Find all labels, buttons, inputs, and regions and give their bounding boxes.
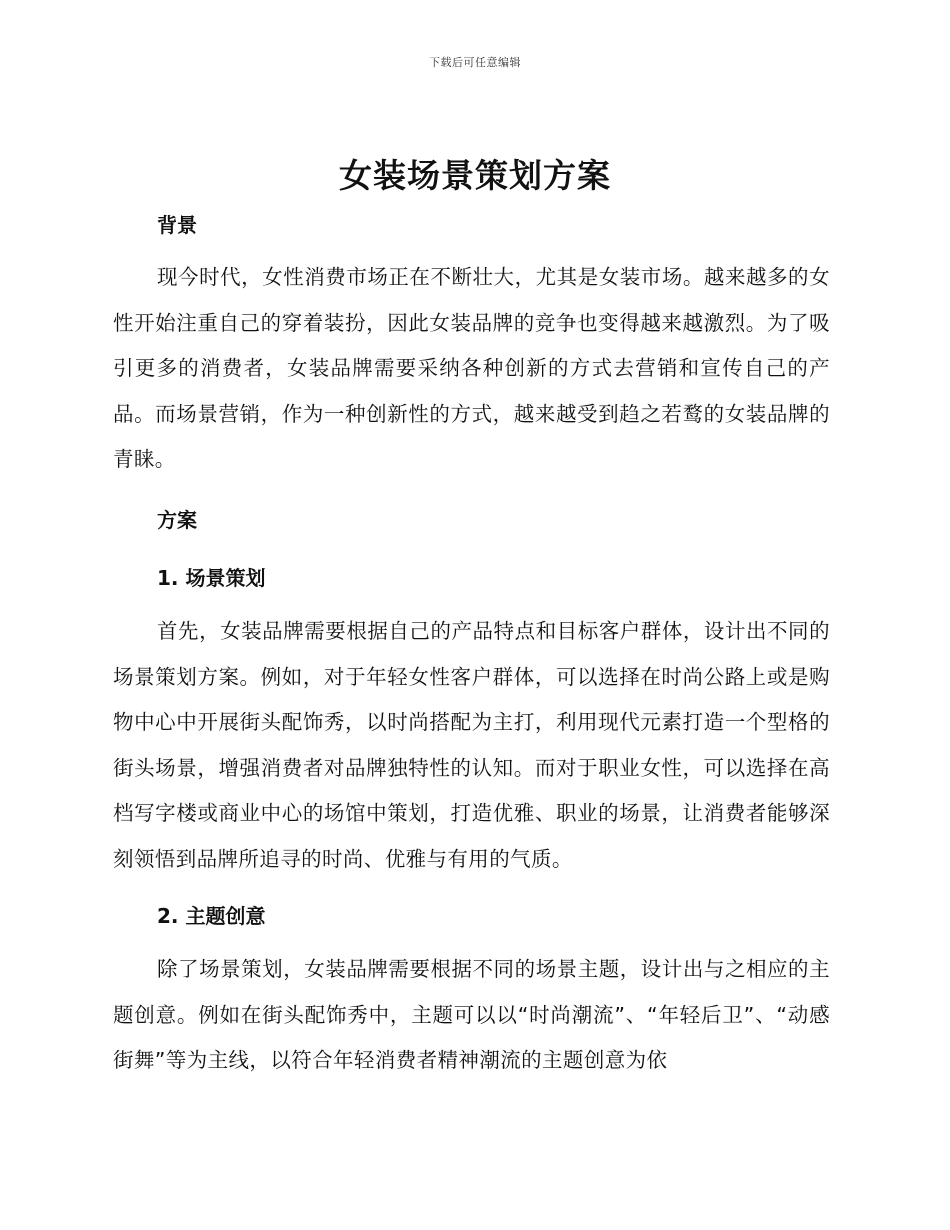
section-heading-scene-planning: 1. 场景策划: [157, 566, 266, 590]
section-heading-theme-creative: 2. 主题创意: [157, 904, 266, 928]
header-note: 下载后可任意编辑: [429, 56, 521, 69]
section-heading-plan: 方案: [157, 508, 197, 532]
paragraph-theme-creative: 除了场景策划，女装品牌需要根据不同的场景主题，设计出与之相应的主题创意。例如在街头配饰秀中，主题可以以“时尚潮流”、“年轻后卫”、“动感街舞”等为主线，以符合年轻消费者精神潮流的主题创意为依: [113, 957, 830, 1072]
paragraph-scene-planning: 首先，女装品牌需要根据自己的产品特点和目标客户群体，设计出不同的场景策划方案。例如，对于年轻女性客户群体，可以选择在时尚公路上或是购物中心中开展街头配饰秀，以时尚搭配为主打，利用现代元素打造一个型格的街头场景，增强消费者对品牌独特性的认知。而对于职业女性，可以选择在高档写字楼或商业中心的场馆中策划，打造优雅、职业的场景，让消费者能够深刻领悟到品牌所追寻的时尚、优雅与有用的气质。: [113, 619, 830, 871]
section-heading-background: 背景: [157, 213, 197, 237]
paragraph-background: 现今时代，女性消费市场正在不断壮大，尤其是女装市场。越来越多的女性开始注重自己的穿着装扮，因此女装品牌的竞争也变得越来越激烈。为了吸引更多的消费者，女装品牌需要采纳各种创新的方式去营销和宣传自己的产品。而场景营销，作为一种创新性的方式，越来越受到趋之若鹜的女装品牌的青睐。: [113, 265, 830, 471]
document-title: 女装场景策划方案: [339, 156, 611, 195]
